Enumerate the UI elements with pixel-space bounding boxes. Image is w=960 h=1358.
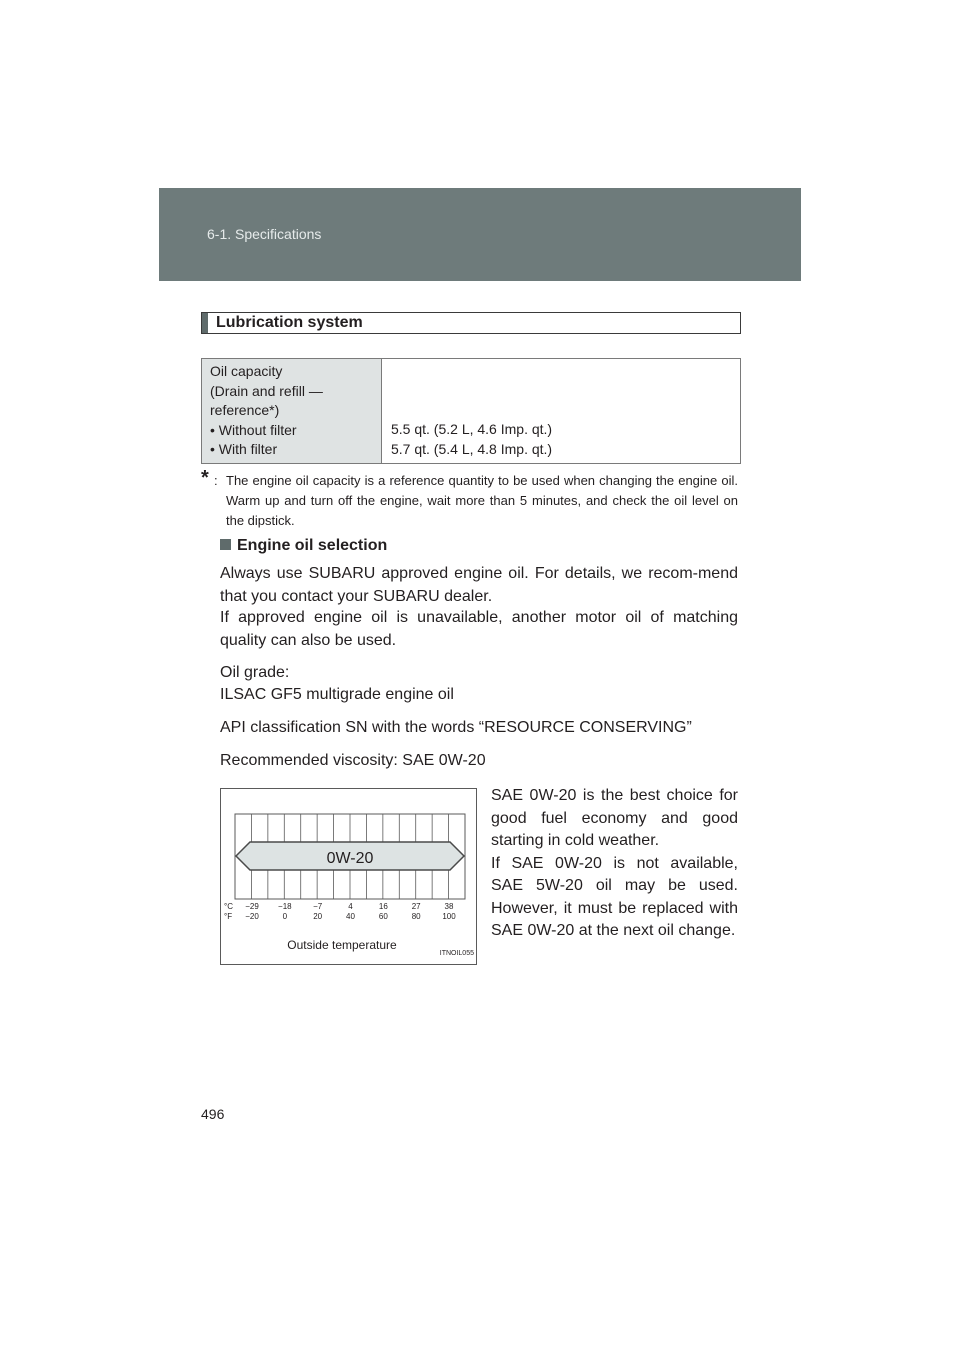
section-accent bbox=[202, 313, 208, 333]
paragraph: Always use SUBARU approved engine oil. For details, we recom-mend that you contact your SUBARU dealer. bbox=[220, 565, 738, 605]
paragraph: SAE 0W-20 is the best choice for good fuel economy and good starting in cold weather. bbox=[491, 787, 738, 849]
paragraph: Oil grade: bbox=[220, 664, 290, 681]
value-without-filter: 5.5 qt. (5.2 L, 4.6 Imp. qt.) bbox=[391, 421, 553, 437]
fahrenheit-tick-label: 80 bbox=[411, 912, 421, 921]
x-axis-label: Outside temperature bbox=[287, 938, 397, 952]
label-line: (Drain and refill — bbox=[210, 382, 323, 399]
header-band bbox=[159, 188, 801, 281]
label-line: • With filter bbox=[210, 441, 278, 457]
paragraph: API classification SN with the words “RESOURCE CONSERVING” bbox=[220, 719, 692, 736]
footnote bbox=[201, 467, 738, 531]
value-with-filter: 5.7 qt. (5.4 L, 4.8 Imp. qt.) bbox=[391, 440, 553, 457]
subheading-text: Engine oil selection bbox=[237, 537, 388, 554]
section-title-bar bbox=[201, 312, 741, 334]
fahrenheit-tick-label: 20 bbox=[313, 912, 323, 921]
figure-id: ITNOIL055 bbox=[439, 950, 474, 957]
label-line: • Without filter bbox=[210, 421, 297, 438]
fahrenheit-tick-label: 0 bbox=[282, 912, 288, 921]
footnote-text: The engine oil capacity is a reference quantity to be used when changing the engine oil. Warm up and turn off the engine, wait more than 5 minutes, and check the oil level on the dipstick. bbox=[226, 473, 738, 528]
viscosity-chart bbox=[220, 788, 477, 965]
paragraph: If approved engine oil is unavailable, another motor oil of matching quality can also be used. bbox=[220, 609, 738, 649]
celsius-tick-label: 38 bbox=[444, 902, 454, 911]
celsius-tick-label: 16 bbox=[378, 902, 388, 911]
footnote-colon: : bbox=[214, 473, 218, 488]
oil-capacity-table bbox=[201, 358, 741, 464]
paragraph: If SAE 0W-20 is not available, SAE 5W-20 oil may be used. However, it must be replaced with SAE 0W-20 at the next oil change. bbox=[491, 854, 738, 939]
table-label-cell bbox=[202, 359, 382, 463]
celsius-tick-label: −7 bbox=[313, 902, 323, 911]
viscosity-note bbox=[491, 785, 738, 943]
celsius-tick-label: −18 bbox=[278, 902, 292, 911]
fahrenheit-tick-label: −20 bbox=[245, 912, 259, 921]
footnote-marker: * bbox=[201, 467, 209, 489]
fahrenheit-tick-label: 100 bbox=[442, 912, 456, 921]
table-value-cell bbox=[391, 420, 552, 459]
section-label: 6-1. Specifications bbox=[207, 226, 322, 242]
fahrenheit-tick-label: 60 bbox=[378, 912, 388, 921]
celsius-unit: °C bbox=[224, 902, 233, 911]
fahrenheit-unit: °F bbox=[224, 912, 233, 921]
celsius-tick-label: −29 bbox=[245, 902, 259, 911]
subheading bbox=[220, 537, 387, 555]
celsius-tick-label: 27 bbox=[411, 902, 421, 911]
square-bullet-icon bbox=[220, 539, 231, 550]
paragraph: Recommended viscosity: SAE 0W-20 bbox=[220, 752, 486, 769]
label-line: reference*) bbox=[210, 402, 280, 418]
section-title: Lubrication system bbox=[216, 314, 363, 331]
page-number: 496 bbox=[201, 1106, 225, 1122]
band-label: 0W-20 bbox=[326, 850, 374, 867]
label-line: Oil capacity bbox=[210, 363, 283, 379]
celsius-tick-label: 4 bbox=[348, 902, 353, 911]
fahrenheit-tick-label: 40 bbox=[346, 912, 355, 921]
paragraph: ILSAC GF5 multigrade engine oil bbox=[220, 686, 454, 703]
